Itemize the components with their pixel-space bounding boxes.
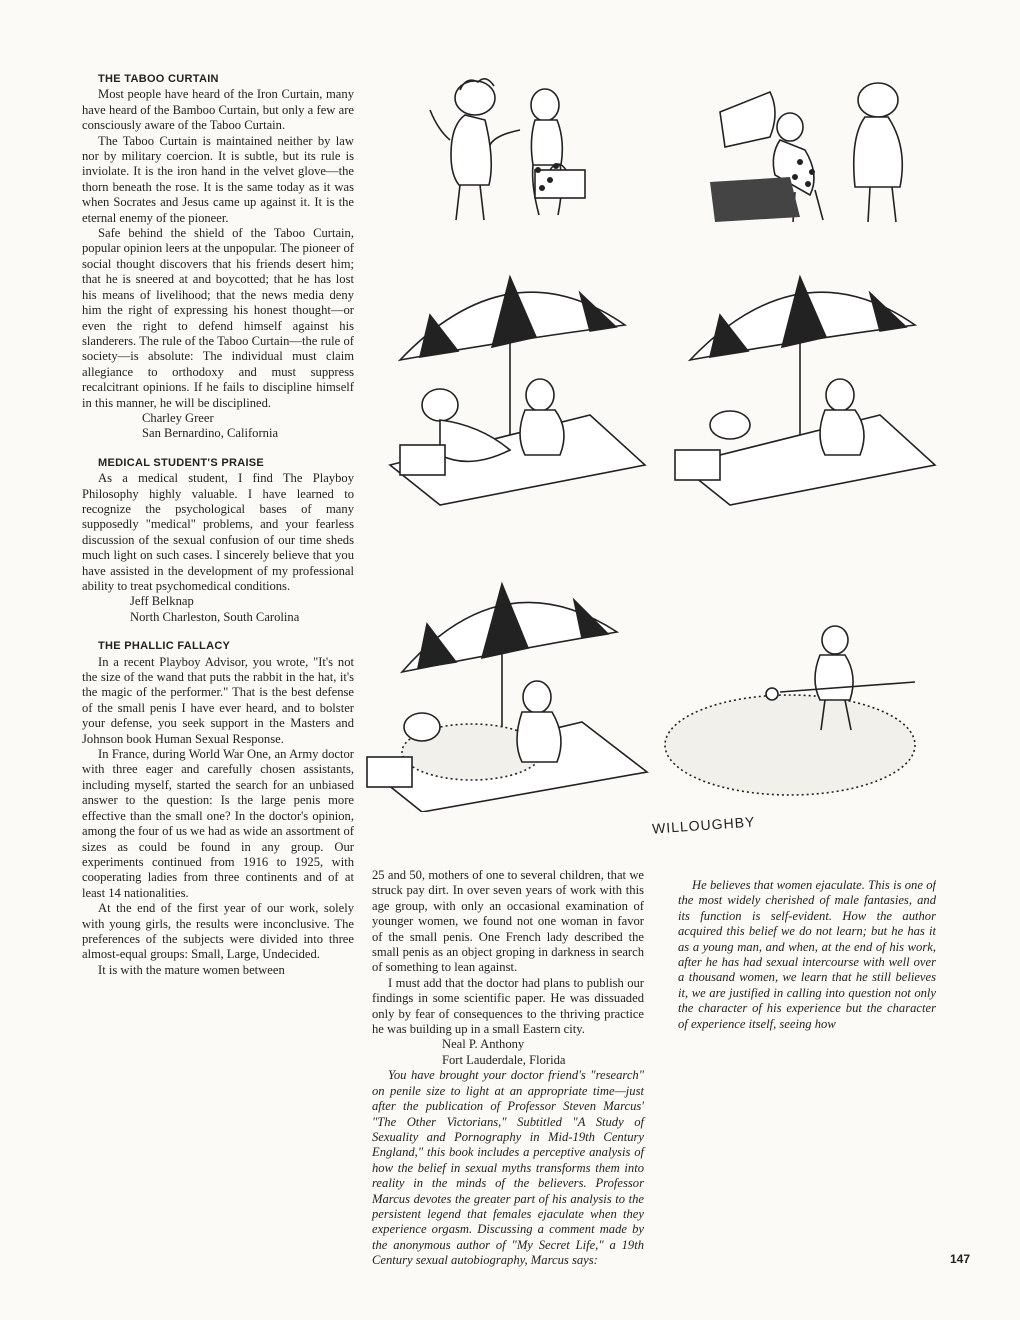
letter-heading-taboo: THE TABOO CURTAIN xyxy=(98,73,219,85)
middle-column xyxy=(372,868,644,1269)
letter-paragraph: As a medical student, I find The Playboy Philosophy highly valuable. I have learned to recognize the psychological bases of many supposedly "medical" problems, and your fearless discussion of the sexual confusion of our time sheds much light on such cases. I sincerely believe that you have assisted in the development of my professional ability to treat psychomedical conditions. xyxy=(82,471,354,593)
cartoon-panel-3 xyxy=(380,265,650,510)
editor-quote: He believes that women ejaculate. This is one of the most widely cherished of male fantasies, and its function is self-evident. How the author acquired this belief we do not learn; but he has it as a young man, and when, at the end of his work, after he has had sexual intercourse with well over a thousand women, we learn that he still believes it, we are justified in calling into question not only the character of his experience but the character of experience itself, seeing how xyxy=(678,878,936,1031)
letter-paragraph: In France, during World War One, an Army doctor with three eager and carefully chosen assistants, including myself, started the search for an unbiased answer to the question: Is the large penis more effective than the small one? In the doctor's opinion, among the four of us we had as wide an assortment of sizes as could be found in any group. Our experiments continued from 1916 to 1925, with cooperating ladies from three continents and of at least 14 nationalities. xyxy=(82,747,354,900)
letter-heading-medical: MEDICAL STUDENT'S PRAISE xyxy=(98,456,265,469)
page-number: 147 xyxy=(950,1252,971,1266)
letter-signature-name: Charley Greer xyxy=(142,410,214,425)
cartoon-signature: WILLOUGHBY xyxy=(651,813,756,837)
letter-paragraph: I must add that the doctor had plans to publish our findings in some scientific paper. He was dissuaded only by fear of consequences to the thriving practice he was building up in a small Eastern city. xyxy=(372,975,644,1037)
letter-paragraph: Most people have heard of the Iron Curtain, many have heard of the Bamboo Curtain, but only a few are consciously aware of the Taboo Curtain. xyxy=(82,87,354,133)
letter-signature-place: North Charleston, South Carolina xyxy=(130,609,300,624)
letter-paragraph: The Taboo Curtain is maintained neither by law nor by military coercion. It is subtle, but its rule is inviolate. It is the iron hand in the velvet glove—the thorn beneath the rose. It is the same today as it was when Socrates and Jesus came up against it. It is the eternal enemy of the pioneer. xyxy=(82,133,354,225)
letter-signature-place: San Bernardino, California xyxy=(142,426,279,441)
letter-paragraph: 25 and 50, mothers of one to several children, that we struck pay dirt. In over seven years of work with this age group, with only an occasional examination of younger women, we found not one woman in favor of the small penis. One French lady described the small penis as an object groping in darkness in search of something to lean against. xyxy=(372,868,644,975)
letter-paragraph: At the end of the first year of our work, solely with young girls, the results were inconclusive. The preferences of the subjects were divided into three almost-equal groups: Small, Large, Undecided. xyxy=(82,901,354,962)
letter-paragraph: Safe behind the shield of the Taboo Curtain, popular opinion leers at the unpopular. The pioneer of social thought discovers that his friends desert him; that he is sneered at and boycotted; that he has lost his means of livelihood; that the news media deny him the right of expressing his honest thought—or even the right to defend himself against his slanderers. The rule of the Taboo Curtain—the rule of society—is absolute: The individual must claim allegiance to orthodoxy and must suppress recalcitrant opinions. If he fails to discipline himself in this manner, he will be disciplined. xyxy=(82,226,354,410)
cartoon-panel-1 xyxy=(420,70,620,230)
left-column xyxy=(82,72,354,978)
cartoon-panel-5 xyxy=(362,572,652,812)
letter-signature-place: Fort Lauderdale, Florida xyxy=(442,1052,566,1067)
letter-paragraph: In a recent Playboy Advisor, you wrote, "It's not the size of the wand that puts the rabbit in the hat, it's the magic of the performer." That is the best defense of the small penis I have ever heard, and to bolster your defense, you seek support in the Masters and Johnson book Human Sexual Response. xyxy=(82,654,354,746)
letter-signature-name: Jeff Belknap xyxy=(130,594,194,609)
letter-paragraph: It is with the mature women between xyxy=(98,962,285,977)
letter-heading-phallic: THE PHALLIC FALLACY xyxy=(98,640,231,653)
cartoon-panel-4 xyxy=(670,265,940,510)
editor-reply: You have brought your doctor friend's "research" on penile size to light at an appropriate time—just after the publication of Professor Steven Marcus' "The Other Victorians," Subtitled "A Study of Sexuality and Pornography in Mid-19th Century England," this book includes a perceptive analysis of how the belief in sexual myths transforms them into reality in the minds of the believers. Professor Marcus devotes the greater part of his analysis to the persistent legend that females ejaculate when they experience orgasm. Discussing a comment made by the anonymous author of "My Secret Life," a 19th Century sexual autobiography, Marcus says: xyxy=(372,1068,644,1268)
cartoon-panel-6 xyxy=(660,600,950,800)
right-column xyxy=(664,868,936,1288)
cartoon-panel-2 xyxy=(700,72,950,232)
letter-signature-name: Neal P. Anthony xyxy=(442,1037,525,1052)
